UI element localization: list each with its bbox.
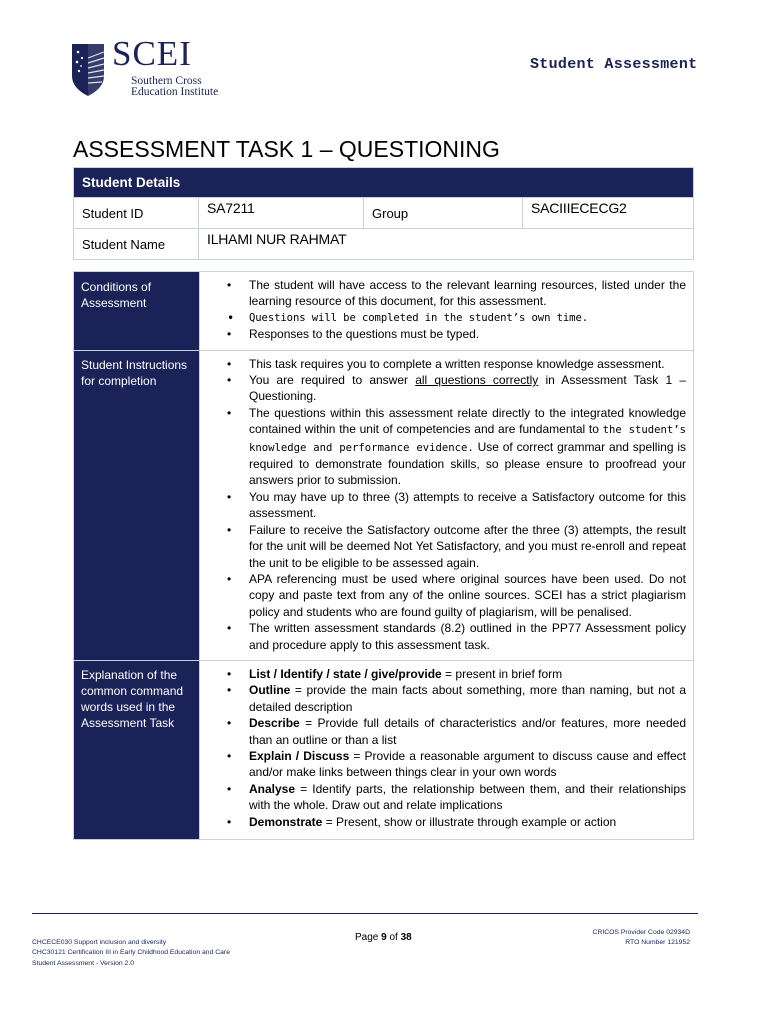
- student-id-value: SA7211: [199, 198, 364, 229]
- list-item: • Demonstrate = Present, show or illustrate through example or action: [208, 814, 686, 830]
- footer-version: Student Assessment - Version 2.0: [32, 960, 135, 967]
- student-name-value: ILHAMI NUR RAHMAT: [199, 229, 694, 260]
- student-details-table: [73, 167, 694, 260]
- conditions-label: Conditions of Assessment: [74, 272, 200, 351]
- header-label: Student Assessment: [530, 56, 698, 73]
- conditions-list: [208, 277, 686, 343]
- list-item: • You may have up to three (3) attempts to receive a Satisfactory outcome for this assessment.: [208, 489, 686, 522]
- list-item: • Responses to the questions must be typed.: [208, 326, 686, 342]
- list-item: • Outline = provide the main facts about something, more than naming, but not a detailed description: [208, 682, 686, 715]
- student-name-label: Student Name: [74, 229, 199, 260]
- assessment-info-table: [73, 271, 694, 840]
- list-item: • Explain / Discuss = Provide a reasonable argument to discuss cause and effect and/or make links between things clear in your own words: [208, 748, 686, 781]
- footer-unit: CHCECE030 Support inclusion and diversity: [32, 939, 167, 946]
- footer-qualification: CHC30121 Certification III in Early Childhood Education and Care: [32, 949, 230, 956]
- conditions-row: [74, 272, 694, 351]
- list-item: • Failure to receive the Satisfactory outcome after the three (3) attempts, the result for the unit will be deemed Not Yet Satisfactory, and you must re-enroll and repeat the unit to be eligible to be assessed again.: [208, 522, 686, 571]
- instructions-list: [208, 356, 686, 653]
- student-id-label: Student ID: [74, 198, 199, 229]
- list-item: • Questions will be completed in the student’s own time.: [208, 310, 686, 326]
- list-item: • The written assessment standards (8.2) outlined in the PP77 Assessment policy and procedure apply to this assessment task.: [208, 620, 686, 653]
- list-item: • APA referencing must be used where original sources have been used. Do not copy and paste text from any of the online sources. SCEI has a strict plagiarism policy and students who are found guilty of plagiarism, will be penalised.: [208, 571, 686, 620]
- group-value: SACIIIECECG2: [523, 198, 694, 229]
- list-item: • The questions within this assessment relate directly to the integrated knowledge contained within the unit of competencies and are fundamental to the student’s knowledge and performance evidence. Use of correct grammar and spelling is required to demonstrate foundation skills, so please ensure to proofread your answers prior to submission.: [208, 405, 686, 489]
- logo-wordmark: SCEI: [112, 34, 192, 73]
- group-label: Group: [364, 198, 523, 229]
- list-item: • Describe = Provide full details of characteristics and/or features, more needed than an outline or than a list: [208, 715, 686, 748]
- list-item: • Analyse = Identify parts, the relationship between them, and their relationships with the whole. Draw out and relate implications: [208, 781, 686, 814]
- footer-cricos: CRICOS Provider Code 02934D RTO Number 121952: [592, 929, 690, 946]
- list-item: • The student will have access to the relevant learning resources, listed under the learning resource of this document, for this assessment.: [208, 277, 686, 310]
- page-title: ASSESSMENT TASK 1 – QUESTIONING: [73, 136, 500, 162]
- command-words-list: [208, 666, 686, 830]
- instructions-row: [74, 350, 694, 660]
- student-details-heading: Student Details: [74, 168, 694, 198]
- footer-divider: [32, 913, 698, 914]
- page-number: Page 9 of 38: [355, 932, 412, 943]
- emphasis-underline: all questions correctly: [415, 373, 539, 388]
- scei-logo: [70, 40, 106, 98]
- logo-subtitle: Southern Cross Education Institute: [131, 75, 219, 98]
- command-words-row: [74, 660, 694, 839]
- list-item: • This task requires you to complete a written response knowledge assessment.: [208, 356, 686, 372]
- list-item: • You are required to answer all questions correctly in Assessment Task 1 – Questioning.: [208, 372, 686, 405]
- instructions-label: Student Instructions for completion: [74, 350, 200, 660]
- list-item: • List / Identify / state / give/provide = present in brief form: [208, 666, 686, 682]
- command-words-label: Explanation of the common command words used in the Assessment Task: [74, 660, 200, 839]
